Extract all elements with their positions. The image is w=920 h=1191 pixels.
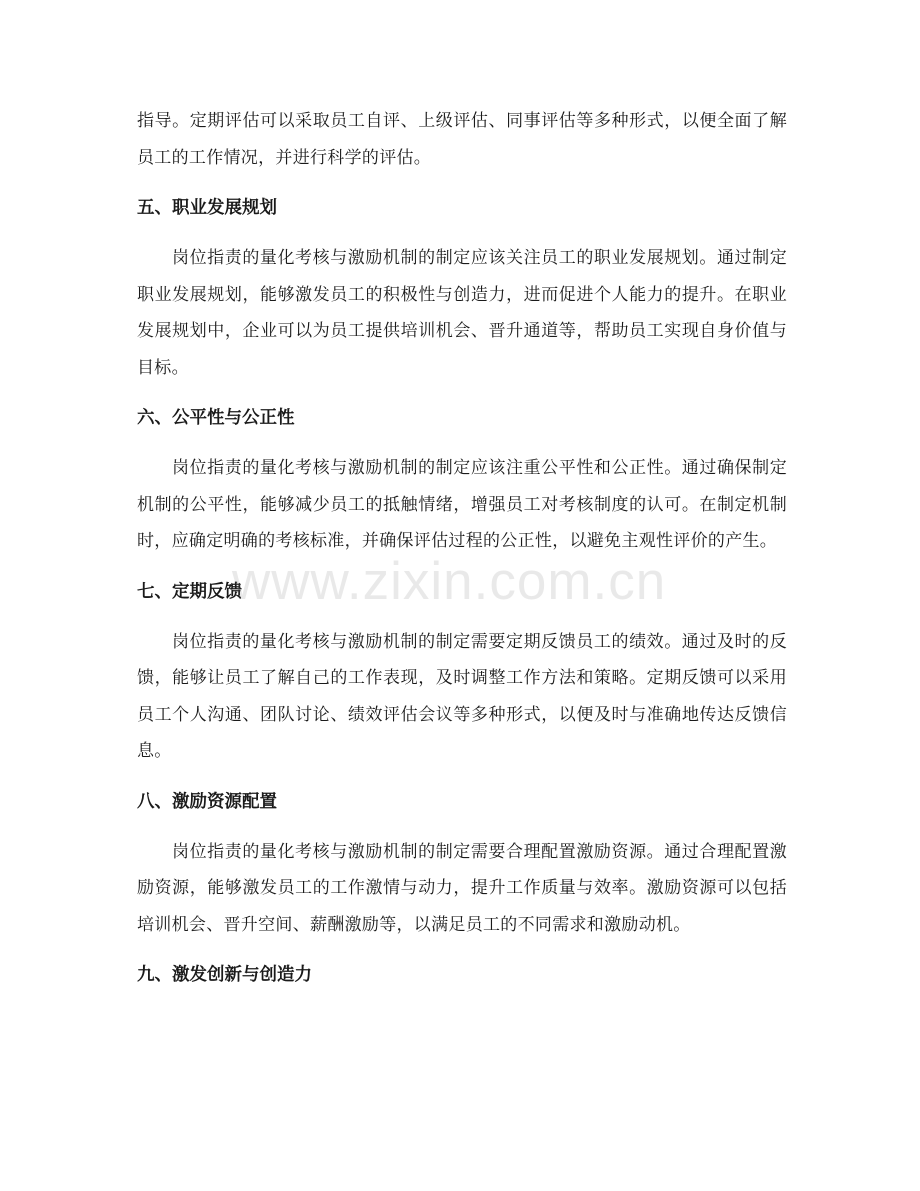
section-body-8: 岗位指责的量化考核与激励机制的制定需要合理配置激励资源。通过合理配置激励资源，能够激发员工的工作激情与动力，提升工作质量与效率。激励资源可以包括培训机会、晋升空间、薪酬激励等，以满足员工的不同需求和激励动机。 xyxy=(137,841,787,935)
section-heading-7: 七、定期反馈 xyxy=(137,581,242,602)
section-heading-8: 八、激励资源配置 xyxy=(137,791,277,812)
section-heading-9: 九、激发创新与创造力 xyxy=(137,965,312,985)
section-heading-6: 六、公平性与公正性 xyxy=(137,408,295,428)
section-heading-5: 五、职业发展规划 xyxy=(137,198,277,218)
section-body-5: 岗位指责的量化考核与激励机制的制定应该关注员工的职业发展规划。通过制定职业发展规划，能够激发员工的积极性与创造力，进而促进个人能力的提升。在职业发展规划中，企业可以为员工提供培训机会、晋升通道等，帮助员工实现自身价值与目标。 xyxy=(137,248,787,378)
watermark-text: www.zixin.com.cn xyxy=(232,552,667,611)
document-body xyxy=(137,103,787,993)
section-body-7: 岗位指责的量化考核与激励机制的制定需要定期反馈员工的绩效。通过及时的反馈，能够让员工了解自己的工作表现，及时调整工作方法和策略。定期反馈可以采用员工个人沟通、团队讨论、绩效评估会议等多种形式，以便及时与准确地传达反馈信息。 xyxy=(137,631,787,761)
section-body-6: 岗位指责的量化考核与激励机制的制定应该注重公平性和公正性。通过确保制定机制的公平性，能够减少员工的抵触情绪，增强员工对考核制度的认可。在制定机制时，应确定明确的考核标准，并确保评估过程的公正性，以避免主观性评价的产生。 xyxy=(137,458,787,551)
intro-paragraph: 指导。定期评估可以采取员工自评、上级评估、同事评估等多种形式，以便全面了解员工的工作情况，并进行科学的评估。 xyxy=(137,111,787,168)
